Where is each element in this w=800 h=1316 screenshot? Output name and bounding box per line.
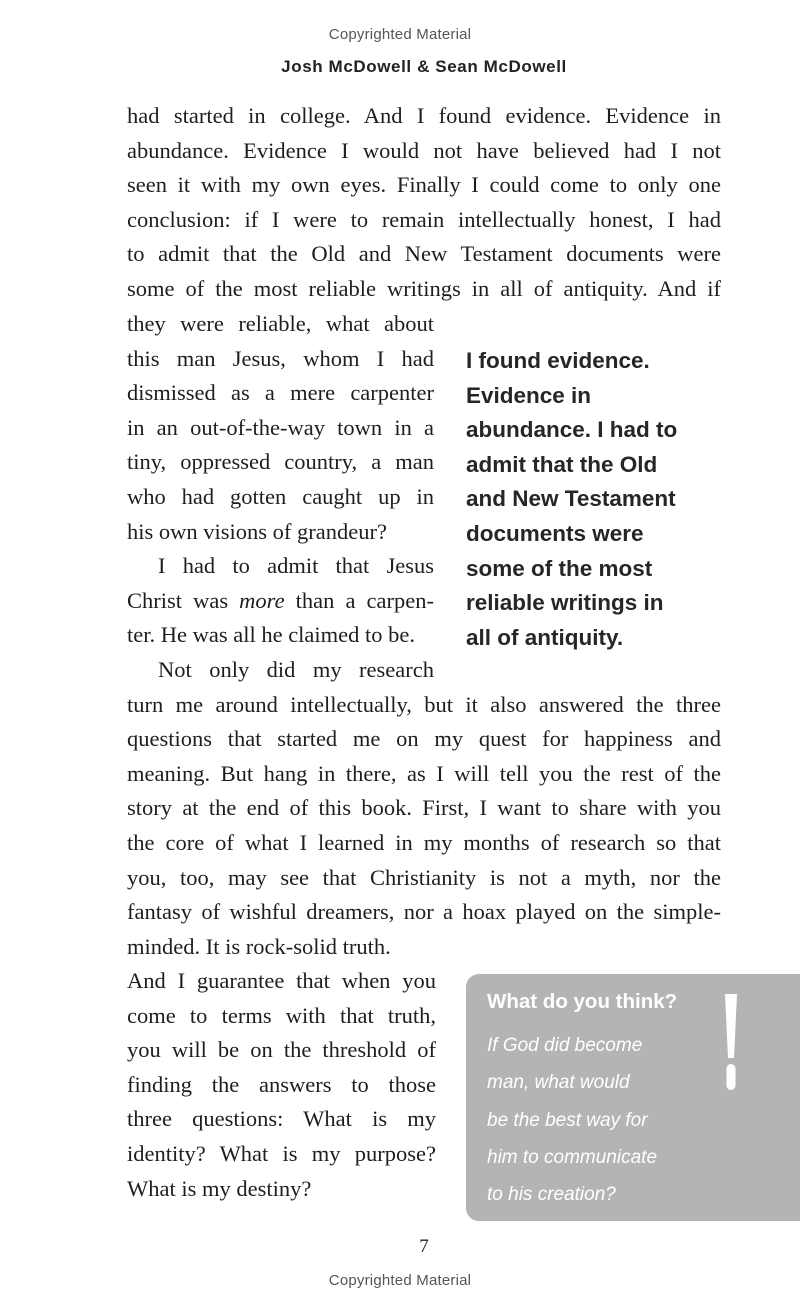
- copyright-notice-top: Copyrighted Material: [328, 26, 472, 43]
- text-line: the core of what I learned in my months of research so that: [127, 829, 721, 855]
- text-line: three questions: What is my: [127, 1106, 436, 1132]
- sidebar-line: If God did become: [487, 1035, 643, 1056]
- paragraph-more-than-carpenter: [127, 549, 434, 653]
- text-line: tiny, oppressed country, a man: [127, 449, 434, 475]
- text-segment: Christ was: [127, 587, 240, 613]
- text-line: story at the end of this book. First, I want to share with you: [127, 795, 721, 821]
- text-line: dismissed as a mere carpenter: [127, 380, 434, 406]
- exclamation-mark-icon: [724, 994, 738, 1090]
- text-line: meaning. But hang in there, as I will tell you the rest of the: [127, 760, 721, 786]
- text-line: identity? What is my purpose?: [127, 1140, 436, 1166]
- pull-quote-line: abundance. I had to: [466, 417, 678, 443]
- text-line: come to terms with that truth,: [127, 1002, 436, 1028]
- text-line: had started in college. And I found evidence. Evidence in: [127, 103, 721, 128]
- running-head-authors: Josh McDowell & Sean McDowell: [281, 57, 567, 76]
- pull-quote: [466, 344, 726, 655]
- text-line: you, too, may see that Christianity is not a myth, nor the: [127, 864, 721, 890]
- pull-quote-line: some of the most: [466, 555, 653, 581]
- what-do-you-think-sidebar: [466, 974, 800, 1221]
- copyright-notice-bottom: Copyrighted Material: [328, 1272, 472, 1289]
- sidebar-question: [487, 1027, 687, 1213]
- text-line: [127, 584, 434, 619]
- text-line: abundance. Evidence I would not have believed had I not: [127, 137, 721, 163]
- paragraph-research: [127, 653, 721, 964]
- text-segment: than a carpen-: [284, 587, 435, 613]
- text-line: minded. It is rock-solid truth.: [127, 933, 391, 959]
- text-line: his own visions of grandeur?: [127, 518, 387, 544]
- text-line: to admit that the Old and New Testament documents were: [127, 241, 721, 267]
- text-line: you will be on the threshold of: [127, 1037, 436, 1063]
- pull-quote-line: I found evidence.: [466, 348, 650, 373]
- pull-quote-line: admit that the Old: [466, 451, 658, 477]
- text-line: some of the most reliable writings in all of antiquity. And if: [127, 275, 721, 301]
- text-line: turn me around intellectually, but it also answered the three: [127, 691, 721, 717]
- sidebar-line: be the best way for: [487, 1109, 648, 1131]
- pull-quote-line: all of antiquity.: [466, 624, 624, 650]
- sidebar-line: him to communicate: [487, 1146, 658, 1168]
- emphasis-more: more: [239, 587, 285, 613]
- text-line: I had to admit that Jesus: [158, 553, 434, 578]
- sidebar-line: to his creation?: [487, 1184, 616, 1206]
- text-line: Not only did my research: [158, 657, 434, 682]
- pull-quote-line: Evidence in: [466, 382, 592, 408]
- paragraph-evidence: [127, 99, 721, 307]
- paragraph-jesus-question: [127, 307, 434, 549]
- pull-quote-line: and New Testament: [466, 486, 676, 512]
- text-line: And I guarantee that when you: [127, 968, 436, 993]
- text-line: they were reliable, what about: [127, 311, 434, 336]
- pull-quote-line: documents were: [466, 520, 644, 546]
- sidebar-line: man, what would: [487, 1072, 630, 1094]
- text-line: conclusion: if I were to remain intellectually honest, I had: [127, 206, 721, 232]
- text-line: who had gotten caught up in: [127, 483, 434, 509]
- text-line: fantasy of wishful dreamers, nor a hoax played on the simple-: [127, 899, 721, 925]
- text-line: this man Jesus, whom I had: [127, 345, 434, 371]
- text-line: questions that started me on my quest for happiness and: [127, 726, 721, 752]
- page-number: 7: [419, 1236, 429, 1257]
- text-line: ter. He was all he claimed to be.: [127, 622, 416, 648]
- sidebar-heading: What do you think?: [487, 990, 678, 1013]
- text-line: What is my destiny?: [127, 1175, 312, 1201]
- text-line: in an out-of-the-way town in a: [127, 414, 434, 440]
- text-line: seen it with my own eyes. Finally I could come to only one: [127, 172, 721, 198]
- paragraph-guarantee: [127, 964, 436, 1206]
- text-line: finding the answers to those: [127, 1071, 436, 1097]
- pull-quote-line: reliable writings in: [466, 590, 664, 616]
